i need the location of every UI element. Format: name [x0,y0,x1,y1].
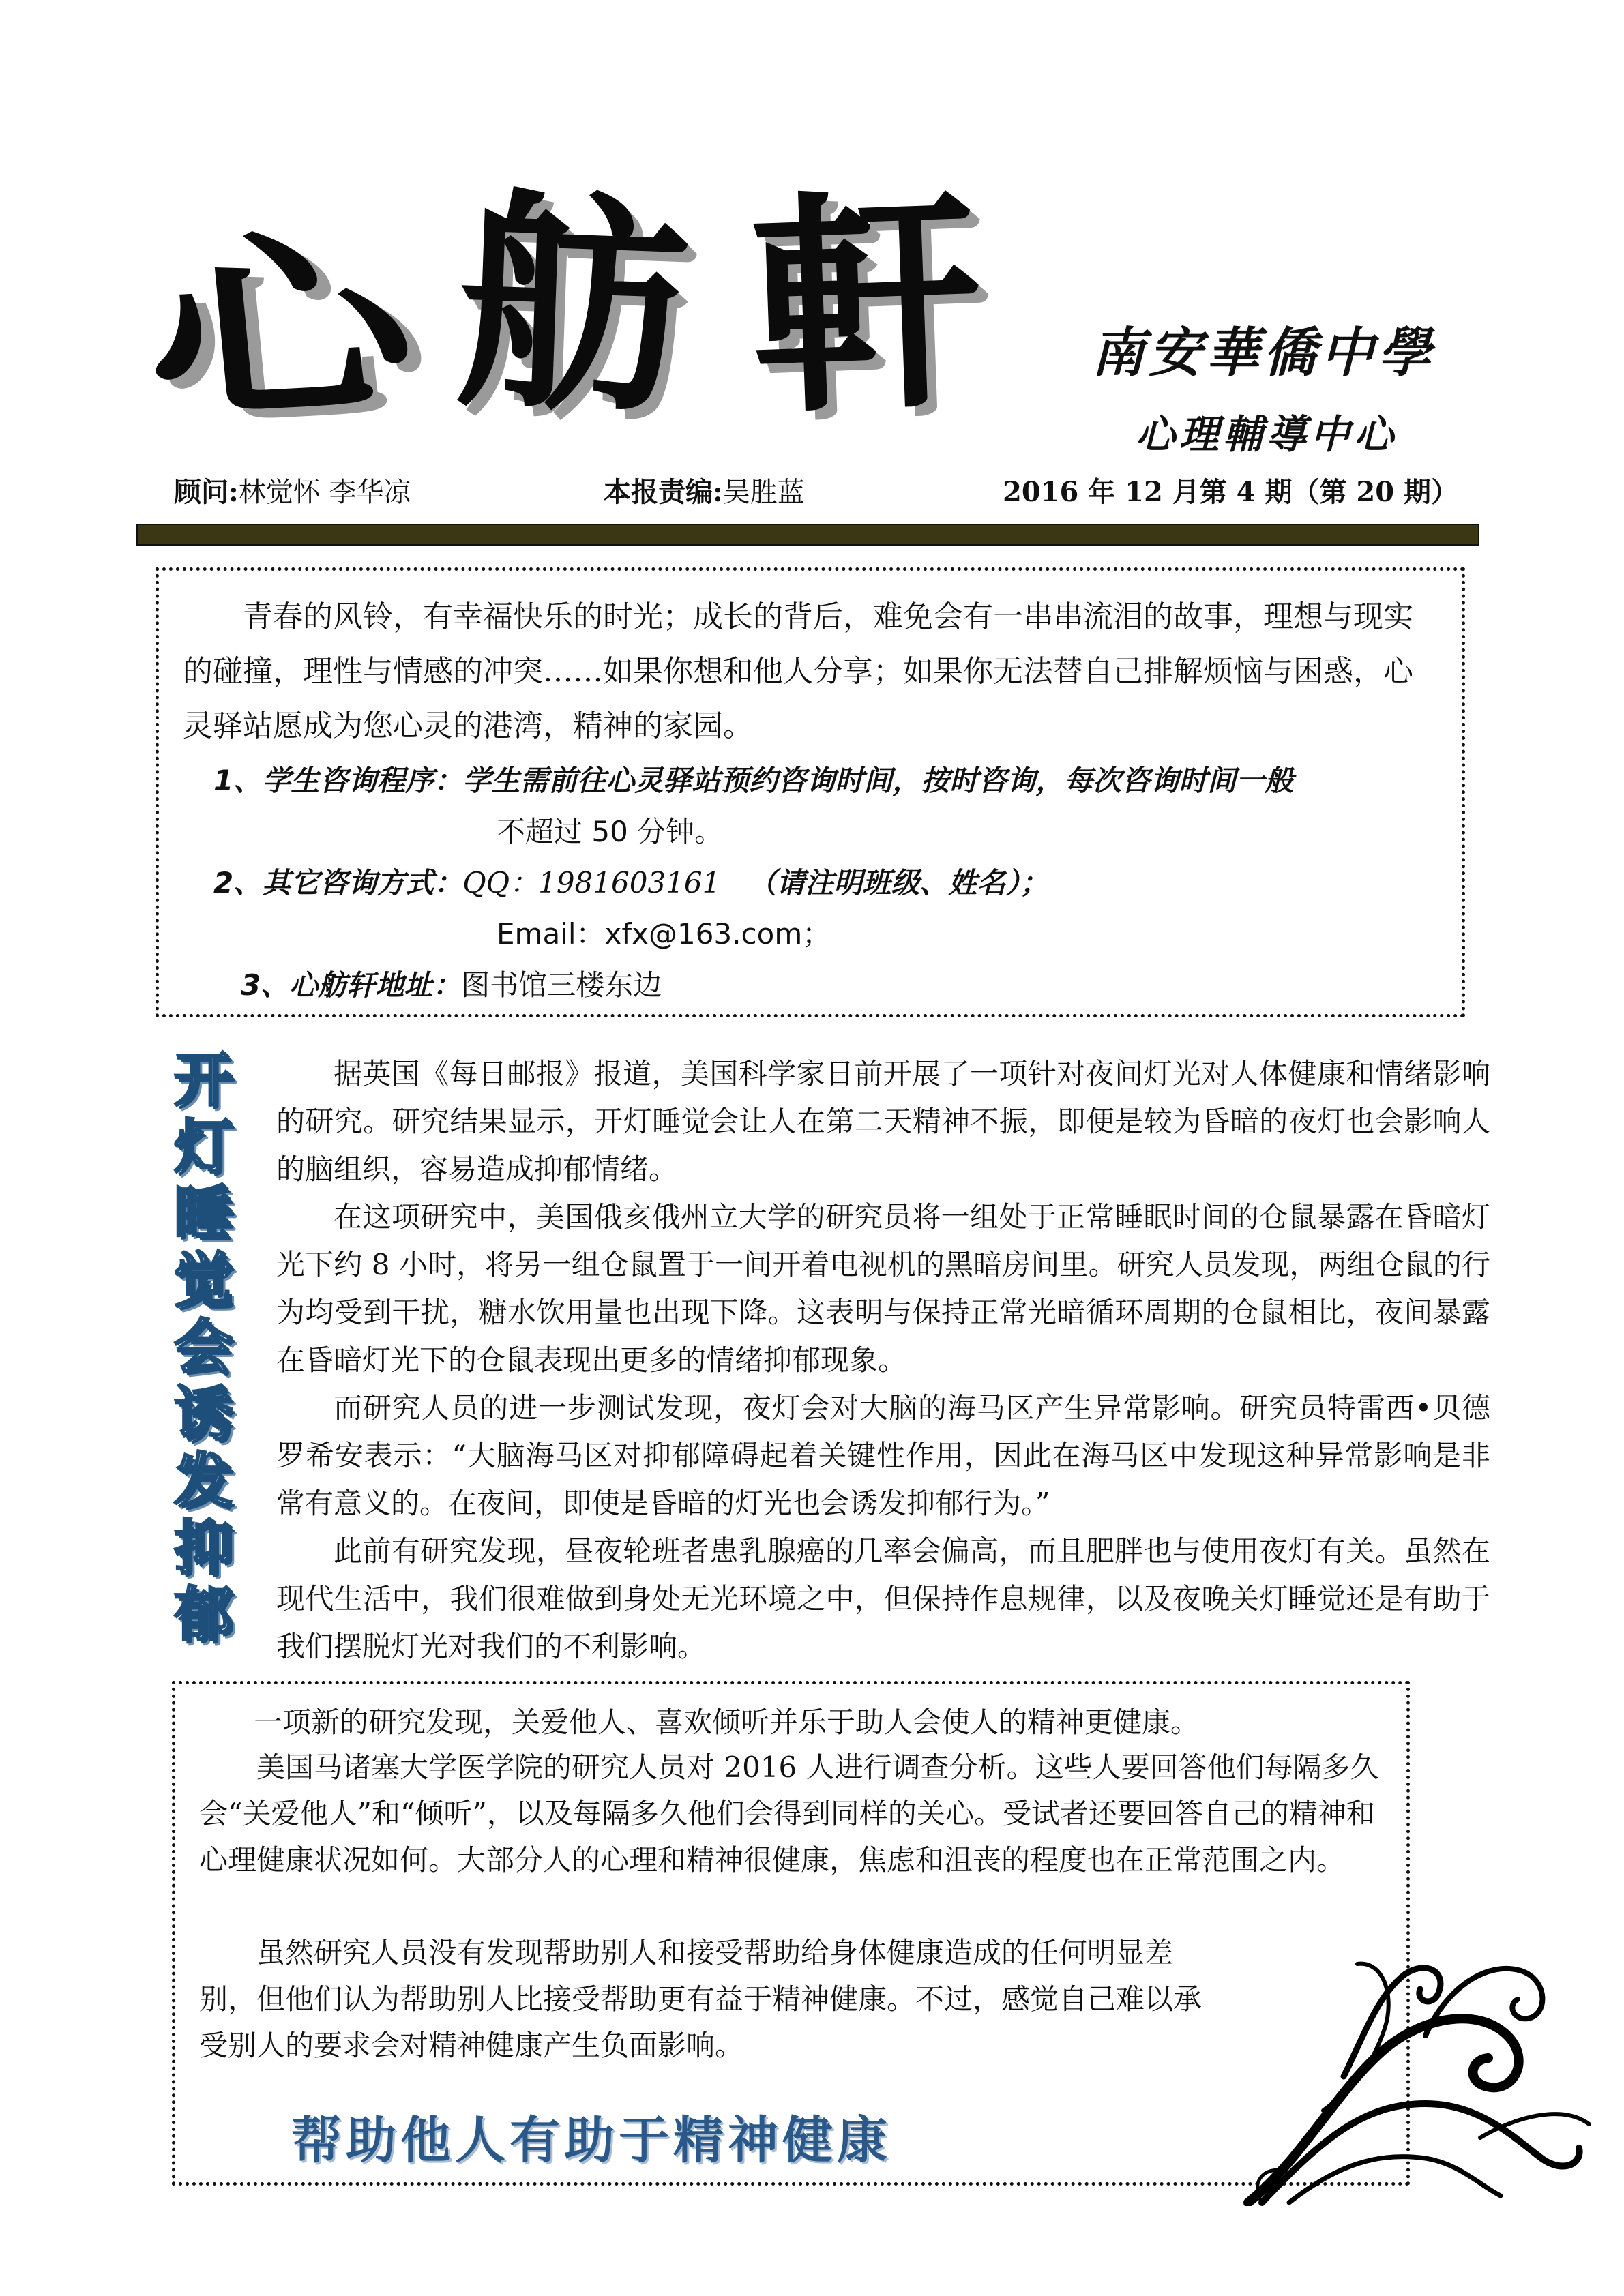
title-char: 睡 [174,1180,233,1248]
title-char: 诱 [174,1380,233,1448]
consult-item-1-key: 1、学生咨询程序： [213,764,463,797]
consult-item-1-value: 学生需前往心灵驿站预约咨询时间，按时咨询，每次咨询时间一般 [462,764,1294,797]
editor-info [604,471,805,509]
advisor-info [174,471,411,509]
qq-number: QQ：1981603161 [462,866,721,899]
editor-name: 吴胜蓝 [722,477,805,508]
article-2-paragraph: 虽然研究人员没有发现帮助别人和接受帮助给身体健康造成的任何明显差别，但他们认为帮助别人比接受帮助更有益于精神健康。不过，感觉自己难以承受别人的要求会对精神健康产生负面影响。 [199,1936,1202,2062]
info-bar [174,471,1458,511]
consult-item-3-key: 3、心舫轩地址： [241,968,462,1002]
center-name: 心理輔導中心 [1136,411,1398,458]
qq-note: （请注明班级、姓名）； [748,866,1049,899]
intro-paragraph: 青春的风铃，有幸福快乐的时光；成长的背后，难免会有一串串流泪的故事，理想与现实的碰撞，理性与情感的冲突……如果你想和他人分享；如果你无法替自己排解烦恼与困惑，心灵驿站愿成为您心灵的港湾，精神的家园。 [183,599,1413,743]
article-1-paragraph: 据英国《每日邮报》报道，美国科学家日前开展了一项针对夜间灯光对人体健康和情绪影响的研究。研究结果显示，开灯睡觉会让人在第二天精神不振，即便是较为昏暗的夜灯也会影响人的脑组织，容易造成抑郁情绪。 [276,1057,1490,1186]
masthead-char-2: 舫 [452,168,694,446]
article-2-paragraph: 美国马诸塞大学医学院的研究人员对 2016 人进行调查分析。这些人要回答他们每隔多久会“关爱他人”和“倾听”，以及每隔多久他们会得到同样的关心。受试者还要回答自己的精神和心理健康状况如何。大部分人的心理和精神很健康，焦虑和沮丧的程度也在正常范围之内。 [199,1750,1379,1877]
consult-item-1 [213,758,1293,799]
masthead-char-3: 軒 [745,168,987,446]
email-address: Email：xfx@163.com； [497,917,831,951]
decorative-swirl-icon [1221,1933,1603,2206]
article-1-paragraph: 而研究人员的进一步测试发现，夜灯会对大脑的海马区产生异常影响。研究员特雷西•贝德罗希安表示：“大脑海马区对抑郁障碍起着关键性作用，因此在海马区中发现这种异常影响是非常有意义的。在夜间，即使是昏暗的灯光也会诱发抑郁行为。” [276,1391,1490,1520]
title-char: 发 [174,1447,233,1515]
title-char: 觉 [174,1247,233,1315]
title-char: 开 [174,1046,233,1114]
intro-box [156,567,1465,1017]
advisor-names: 林觉怀 李华凉 [238,477,411,508]
article-1-body [276,1050,1490,1671]
article-2-lead: 一项新的研究发现，关爱他人、喜欢倾听并乐于助人会使人的精神更健康。 [254,1705,1200,1739]
title-char: 抑 [174,1514,233,1582]
header-rule [136,524,1479,546]
consult-item-2 [213,861,1048,901]
masthead-char-1: 心 [134,208,424,452]
masthead-logo [136,164,1064,450]
article-1-title [162,1047,244,1648]
school-name: 南安華僑中學 [1091,323,1436,384]
article-1-paragraph: 在这项研究中，美国俄亥俄州立大学的研究员将一组处于正常睡眠时间的仓鼠暴露在昏暗灯光下约 8 小时，将另一组仓鼠置于一间开着电视机的黑暗房间里。研究人员发现，两组仓鼠的行为均受到干扰，糖水饮用量也出现下降。这表明与保持正常光暗循环周期的仓鼠相比，夜间暴露在昏暗灯光下的仓鼠表现出更多的情绪抑郁现象。 [276,1200,1490,1377]
address-value: 图书馆三楼东边 [461,968,662,1002]
article-2-title: 帮助他人有助于精神健康 [291,2111,891,2170]
editor-label: 本报责编: [604,476,723,508]
consult-item-2-key: 2、其它咨询方式： [213,866,463,899]
consult-item-3 [241,963,662,1004]
title-char: 灯 [174,1113,233,1181]
advisor-label: 顾问: [174,476,239,508]
article-1-paragraph: 此前有研究发现，昼夜轮班者患乳腺癌的几率会偏高，而且肥胖也与使用夜灯有关。虽然在现代生活中，我们很难做到身处无光环境之中，但保持作息规律，以及夜晚关灯睡觉还是有助于我们摆脱灯光对我们的不利影响。 [276,1534,1490,1663]
consult-item-1-cont: 不超过 50 分钟。 [497,815,724,848]
title-char: 会 [174,1313,233,1382]
title-char: 郁 [174,1581,233,1649]
issue-info: 2016 年 12 月第 4 期（第 20 期） [1003,476,1458,508]
